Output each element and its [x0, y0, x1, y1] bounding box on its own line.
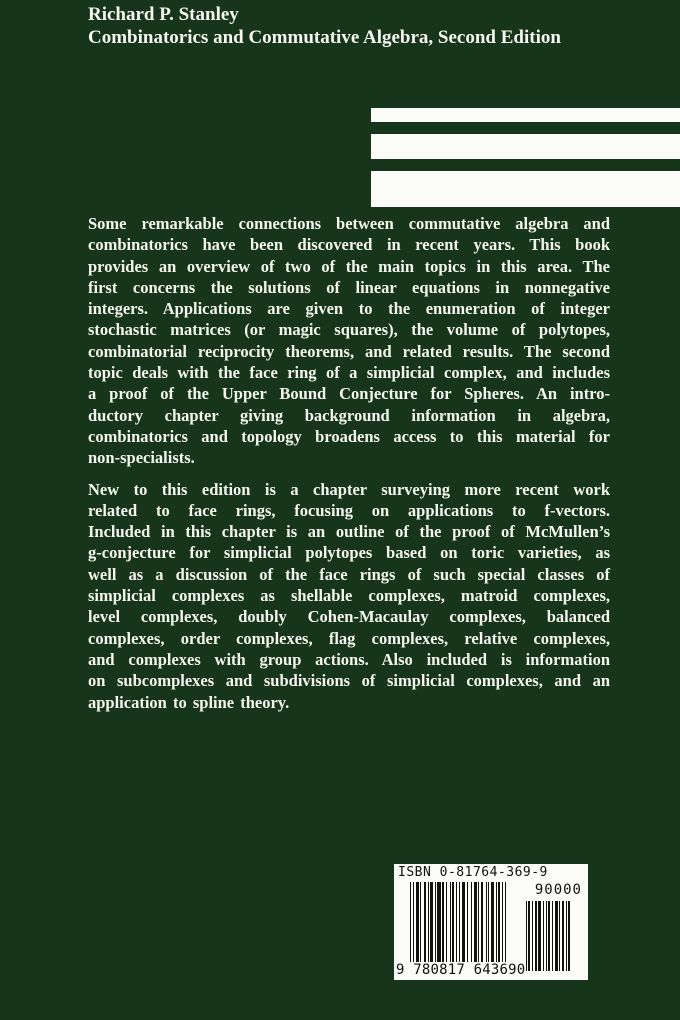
text-line: combinatorics have been discovered in recent years. This book [88, 235, 610, 255]
text-line: Some remarkable connections between commutative algebra and [88, 214, 610, 233]
text-line: level complexes, doubly Cohen-Macaulay complexes, balanced [88, 607, 610, 627]
text-line: first concerns the solutions of linear equations in nonnegative [88, 277, 610, 297]
text-line: stochastic matrices (or magic squares), the volume of polytopes, [88, 320, 610, 340]
text-line: application to spline theory. [88, 692, 290, 712]
text-line: non-specialists. [88, 448, 195, 468]
text-line: simplicial complexes as shellable complexes, matroid complexes, [88, 586, 610, 606]
decorative-bar-3 [371, 171, 680, 207]
text-line: well as a discussion of the face rings of such special classes of [88, 564, 610, 584]
text-line: ductory chapter giving background information in algebra, [88, 405, 610, 425]
text-line: topic deals with the face ring of a simplicial complex, and includes [88, 363, 610, 383]
text-line: provides an overview of two of the main topics in this area. The [88, 256, 610, 276]
ean-digits: 9 780817 643690 [396, 962, 526, 978]
isbn-barcode [394, 864, 588, 980]
text-line: g-conjecture for simplicial polytopes based on toric varieties, as [88, 543, 610, 563]
text-line: and complexes with group actions. Also included is information [88, 649, 610, 669]
text-line: combinatorics and topology broadens access to this material for [88, 426, 610, 446]
barcode-addon-bars [526, 901, 582, 971]
text-line: a proof of the Upper Bound Conjecture for Spheres. An intro- [88, 384, 610, 404]
author-name: Richard P. Stanley [88, 4, 239, 25]
book-description [88, 213, 610, 723]
isbn-label: ISBN 0-81764-369-9 [398, 865, 548, 880]
description-paragraph-2 [88, 479, 610, 713]
text-line: New to this edition is a chapter surveying more recent work [88, 479, 610, 499]
description-paragraph-1 [88, 213, 610, 469]
barcode-main-bars [410, 882, 520, 964]
text-line: integers. Applications are given to the enumeration of integer [88, 299, 610, 319]
decorative-bar-2 [371, 134, 680, 159]
text-line: complexes, order complexes, flag complexes, relative complexes, [88, 628, 610, 648]
text-line: Included in this chapter is an outline of the proof of McMullen’s [88, 522, 610, 542]
book-title: Combinatorics and Commutative Algebra, Second Edition [88, 27, 561, 48]
price-code: 90000 [534, 882, 582, 898]
text-line: combinatorial reciprocity theorems, and related results. The second [88, 341, 610, 361]
text-line: related to face rings, focusing on applications to f-vectors. [88, 500, 610, 520]
decorative-bar-1 [371, 108, 680, 122]
text-line: on subcomplexes and subdivisions of simplicial complexes, and an [88, 671, 610, 691]
